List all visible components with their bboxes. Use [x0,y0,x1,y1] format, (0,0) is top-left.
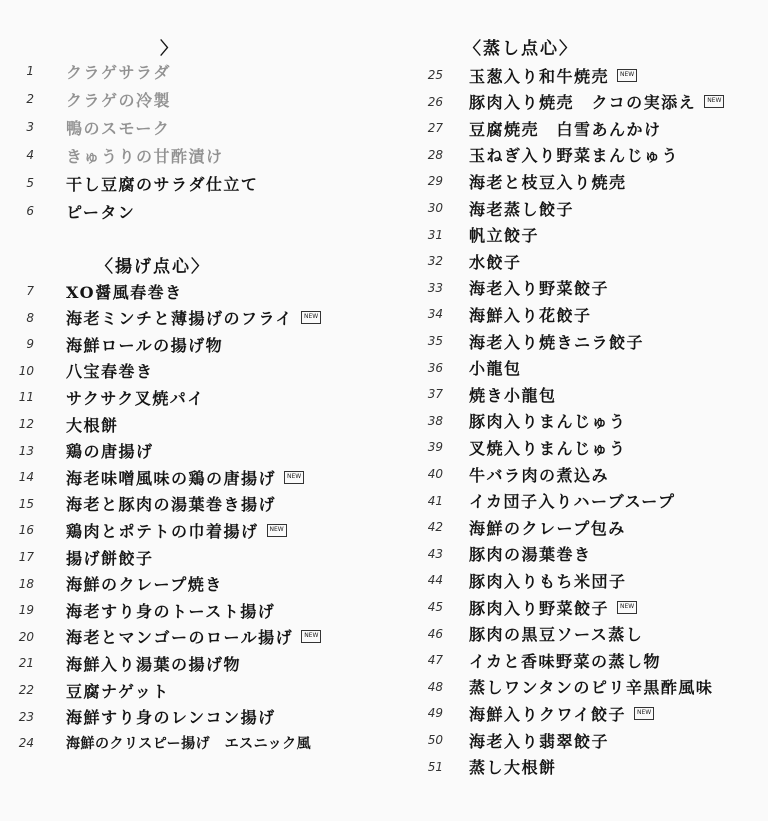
item-name: 海鮮入り花餃子 [469,305,592,325]
menu-item [0,624,321,650]
menu-item [400,434,627,460]
item-number: 26 [427,94,443,109]
menu-item [400,621,643,647]
item-name: イカと香味野菜の蒸し物 [469,651,662,671]
item-name: クラゲの冷製 [66,90,172,110]
menu-item [0,58,171,84]
item-name: 海老入り翡翠餃子 [469,731,610,751]
item-name: 玉葱入り和牛焼売 [469,66,610,86]
item-name: 豚肉の黒豆ソース蒸し [469,625,644,645]
item-number: 13 [18,443,34,458]
item-number: 31 [427,227,443,242]
item-number: 48 [427,679,443,694]
item-name: 豚肉入りまんじゅう [469,412,627,432]
item-number: 14 [18,470,34,485]
item-number: 1 [26,64,34,78]
item-name: 水餃子 [469,252,522,272]
item-number: 45 [427,600,443,614]
item-number: 39 [427,440,443,455]
menu-item [400,301,592,327]
item-number: 49 [427,706,443,721]
item-number: 5 [26,176,34,190]
menu-item [0,650,241,676]
item-name: 海老とマンゴーのロール揚げ [66,628,294,648]
item-name: ピータン [66,202,136,222]
item-number: 44 [427,573,443,588]
item-name: 海老と枝豆入り焼売 [469,172,627,192]
item-name: 鶏肉とポテトの巾着揚げ [66,521,259,541]
item-number: 23 [18,709,34,724]
item-number: 30 [427,201,443,215]
menu-item [0,571,223,597]
item-name: 豚肉入り野菜餃子 [469,598,610,618]
item-name: 海鮮入り湯葉の揚げ物 [66,654,242,674]
item-number: 21 [18,656,34,671]
menu-item [400,62,637,88]
menu-item [0,544,154,570]
item-number: 7 [26,284,34,298]
item-name: 海鮮のクレープ包み [469,518,626,538]
menu-item [0,464,304,490]
new-badge: NEW [301,311,321,324]
item-name: 焼き小龍包 [469,385,557,405]
item-name: 海老と豚肉の湯葉巻き揚げ [66,495,277,515]
item-name: 海老蒸し餃子 [469,199,575,219]
item-number: 27 [427,121,443,136]
fry-heading: 〈揚げ点心〉 [96,257,210,277]
menu-item [400,647,661,673]
item-number: 28 [427,147,443,162]
item-name: 小龍包 [469,359,522,379]
item-number: 4 [26,148,34,162]
item-number: 19 [18,603,34,618]
item-name: きゅうりの甘酢漬け [66,146,224,166]
item-number: 3 [26,120,34,134]
item-number: 50 [427,733,443,747]
new-badge: NEW [267,524,287,537]
menu-item [0,114,170,140]
item-number: 6 [26,204,34,218]
item-name: 海老ミンチと薄揚げのフライ [66,309,294,329]
item-name: 豆腐焼売 白雪あんかけ [469,119,662,139]
menu-item [400,594,637,620]
menu-item [400,461,609,487]
item-name: イカ団子入りハーブスープ [469,492,676,512]
menu-item [0,517,287,543]
item-name: 海老入り野菜餃子 [469,279,610,299]
menu-item [0,730,311,756]
item-name: 海鮮すり身のレンコン揚げ [66,708,276,728]
item-number: 2 [26,92,34,106]
item-number: 38 [427,413,443,428]
menu-item [400,381,557,407]
item-number: 46 [427,626,443,641]
item-number: 43 [427,546,443,561]
item-number: 22 [18,683,34,697]
new-badge: NEW [634,707,654,720]
item-name: 豆腐ナゲット [66,681,170,701]
item-number: 32 [427,254,443,269]
menu-item [0,358,154,384]
item-name: 豚肉入り焼売 クコの実添え [469,93,697,113]
menu-item [400,355,522,381]
new-badge: NEW [284,471,304,484]
menu-item [400,222,539,248]
item-number: 33 [427,280,443,295]
item-name: 干し豆腐のサラダ仕立て [66,174,259,194]
steam-heading: 〈蒸し点心〉 [464,39,578,59]
menu-item [400,514,626,540]
menu-item [0,411,119,437]
item-name: 海老すり身のトースト揚げ [66,601,276,621]
menu-item [0,384,205,410]
menu-item [400,115,662,141]
item-number: 20 [18,629,34,644]
item-name: 鴨のスモーク [66,118,171,138]
menu-item [0,86,171,112]
item-number: 9 [26,337,34,352]
menu-item [400,328,644,354]
new-badge: NEW [301,630,321,643]
menu-item [400,195,574,221]
item-number: 24 [18,736,34,751]
new-badge: NEW [704,95,724,108]
item-name: 海鮮のクレープ焼き [66,575,223,595]
item-name: 蒸し大根餅 [469,758,557,778]
menu-item [0,491,276,517]
item-number: 37 [427,387,443,402]
item-number: 36 [427,360,443,375]
menu-item [0,198,135,224]
menu-item [400,674,713,700]
item-name: 海鮮ロールの揚げ物 [66,335,224,355]
item-number: 12 [18,417,34,431]
item-number: 34 [427,307,443,322]
item-name: クラゲサラダ [66,62,171,82]
menu-item [400,89,724,115]
menu-item [400,700,654,726]
item-number: 29 [427,174,443,189]
item-name: 海老味噌風味の鶏の唐揚げ [66,468,277,488]
item-name: 海鮮入りクワイ餃子 [469,704,627,724]
item-number: 42 [427,520,443,535]
menu-item [400,754,557,780]
item-name: 海鮮のクリスピー揚げ エスニック風 [66,736,312,753]
item-name: 豚肉入りもち米団子 [469,571,627,591]
item-name: 牛バラ肉の煮込み [469,465,610,485]
item-number: 25 [427,68,443,82]
item-number: 15 [18,496,34,511]
item-number: 40 [427,467,443,481]
menu-item [400,408,627,434]
menu-item [0,305,321,331]
item-name: 八宝春巻き [66,362,154,382]
item-name: 豚肉の湯葉巻き [469,545,592,565]
item-name: 玉ねぎ入り野菜まんじゅう [469,146,680,166]
menu-item [0,597,275,623]
item-number: 41 [427,493,443,508]
menu-item [400,275,609,301]
menu-item [0,438,154,464]
item-number: 35 [427,334,443,348]
menu-item [0,677,170,703]
menu-item [400,727,609,753]
item-name: 叉焼入りまんじゅう [469,438,627,458]
menu-item [400,248,522,274]
item-number: 8 [26,310,34,325]
item-name: 帆立餃子 [469,226,540,246]
item-number: 18 [18,576,34,591]
item-name: 揚げ餅餃子 [66,548,154,568]
item-number: 16 [18,523,34,538]
item-name: 大根餅 [66,415,119,435]
menu-item [400,567,627,593]
menu-item [400,488,675,514]
menu-item [400,142,679,168]
new-badge: NEW [617,601,637,614]
item-name: 海老入り焼きニラ餃子 [469,332,645,352]
item-number: 10 [18,363,34,378]
item-number: 47 [427,653,443,668]
menu-item [400,168,627,194]
item-name: 蒸しワンタンのピリ辛黒酢風味 [469,678,714,698]
item-number: 11 [18,390,34,405]
menu-item [0,331,223,357]
new-badge: NEW [617,69,637,82]
item-name: XO醤風春巻き [66,282,183,302]
menu-item [0,142,224,168]
menu-item [0,704,276,730]
menu-item [0,278,183,304]
item-name: サクサク叉焼パイ [66,388,205,408]
menu-item [400,541,592,567]
item-number: 17 [18,550,34,564]
item-number: 51 [427,759,443,774]
menu-item [0,170,258,196]
item-name: 鶏の唐揚げ [66,442,154,462]
left-heading: 〉 [160,39,179,59]
